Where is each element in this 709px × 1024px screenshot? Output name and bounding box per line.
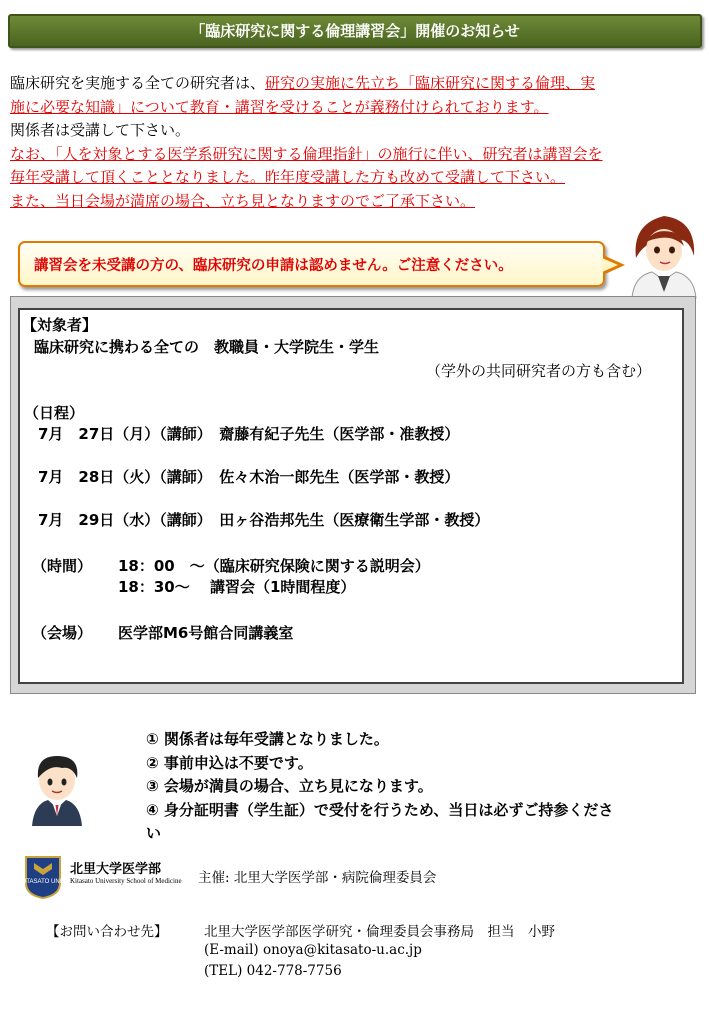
announcement-title: 「臨床研究に関する倫理講習会」開催のお知らせ — [8, 14, 702, 48]
intro-text — [10, 72, 700, 213]
warning-callout: 講習会を未受講の方の、臨床研究の申請は認めません。ご注意ください。 — [18, 241, 605, 287]
target-text: 臨床研究に携わる全ての 教職員・大学院生・学生 — [34, 338, 380, 356]
time-line-2: 18：30～ 講習会（1時間程度） — [118, 578, 356, 596]
venue-label: （会場） — [32, 624, 93, 642]
schedule-item: 7月 29日（水）（講師） 田ヶ谷浩邦先生（医療衛生学部・教授） — [38, 511, 490, 529]
notes-list — [146, 728, 666, 846]
time-label: （時間） — [32, 557, 93, 575]
logo-name-en: Kitasato University School of Medicine — [70, 877, 182, 885]
organizer: 主催: 北里大学医学部・病院倫理委員会 — [198, 870, 437, 886]
contact-tel: (TEL) 042-778-7756 — [204, 963, 342, 979]
intro-p3-line3: また、当日会場が満席の場合、立ち見となりますのでご了承下さい。 — [10, 191, 476, 210]
venue-value: 医学部M6号館合同講義室 — [118, 624, 294, 642]
logo-text — [70, 858, 182, 885]
schedule-heading: （日程） — [24, 404, 85, 422]
logo-seal-text: KITASATO UNIV — [20, 879, 66, 885]
note-item: ④ 身分証明書（学生証）で受付を行うため、当日は必ずご持参くださ — [146, 800, 614, 819]
intro-p1-emphasis-cont: 施に必要な知識」について教育・講習を受けることが義務付けられております。 — [10, 97, 549, 116]
contact-office: 北里大学医学部医学研究・倫理委員会事務局 担当 小野 — [204, 924, 555, 940]
university-logo-icon — [20, 855, 66, 899]
intro-p1: 臨床研究を実施する全ての研究者は、 — [10, 74, 266, 92]
intro-p2: 関係者は受講して下さい。 — [10, 121, 191, 139]
intro-p1-emphasis: 研究の実施に先立ち「臨床研究に関する倫理、実 — [265, 74, 596, 92]
note-item: ② 事前申込は不要です。 — [146, 753, 313, 772]
time-line-1: 18：00 ～（臨床研究保険に関する説明会） — [118, 557, 430, 575]
logo-name: 北里大学医学部 — [70, 862, 162, 877]
schedule-item: 7月 27日（月）（講師） 齋藤有紀子先生（医学部・准教授） — [38, 425, 460, 443]
contact-label: 【お問い合わせ先】 — [46, 924, 168, 940]
target-note: （学外の共同研究者の方も含む） — [426, 362, 652, 380]
woman-illustration-icon — [624, 206, 704, 298]
target-heading: 【対象者】 — [22, 316, 98, 334]
note-item: ③ 会場が満員の場合、立ち見になります。 — [146, 777, 433, 795]
schedule-item: 7月 28日（火）（講師） 佐々木治一郎先生（医学部・教授） — [38, 468, 460, 486]
contact-email: (E-mail) onoya@kitasato-u.ac.jp — [204, 942, 422, 958]
intro-p3-line1: なお、「人を対象とする医学系研究に関する倫理指針」の施行に伴い、研究者は講習会を — [10, 144, 603, 163]
note-item: い — [146, 824, 162, 842]
intro-p3-line2: 毎年受講して頂くこととなりました。昨年度受講した方も改めて受講して下さい。 — [10, 168, 566, 186]
callout-tail-fill — [602, 258, 618, 272]
info-box — [18, 308, 684, 684]
man-illustration-icon — [26, 750, 88, 826]
note-item: ① 関係者は毎年受講となりました。 — [146, 730, 389, 748]
